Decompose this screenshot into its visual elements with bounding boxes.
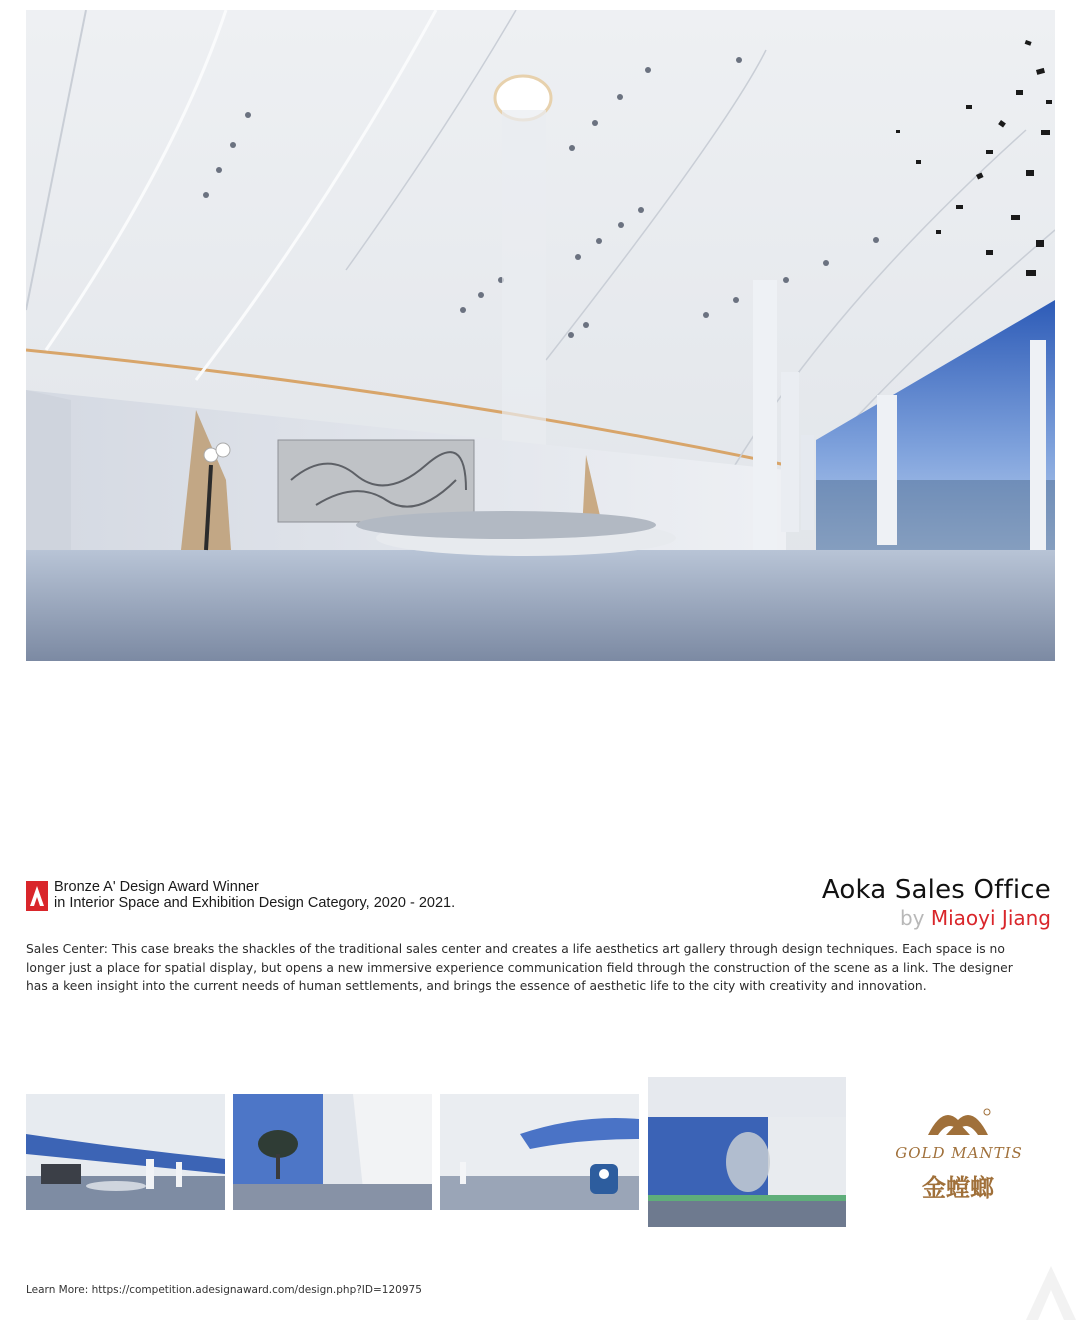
by-label: by	[899, 906, 925, 930]
thumbnail-3	[440, 1094, 639, 1210]
hero-image	[26, 10, 1055, 661]
title-block	[822, 874, 1051, 930]
byline	[822, 906, 1051, 930]
thumbnail-1	[26, 1094, 225, 1210]
learn-more-link[interactable]: Learn More: https://competition.adesignaward.com/design.php?ID=120975	[26, 1284, 422, 1296]
a-design-award-icon	[26, 881, 48, 911]
a-design-watermark-icon	[1022, 1262, 1080, 1324]
gold-mantis-logo	[888, 1100, 1028, 1210]
project-description: Sales Center: This case breaks the shackles of the traditional sales center and creates a life aesthetics art gallery through design techniques. Each space is no longer just a place for spatial display, but opens a new immersive experience communication field through the construction of the scene as a link. The designer has a keen insight into the current needs of human settlements, and brings the essence of aesthetic life to the city with creativity and innovation.	[26, 942, 1013, 994]
gold-mantis-chinese: 金螳螂	[922, 1174, 994, 1202]
thumbnail-2	[233, 1094, 432, 1210]
thumbnail-4	[648, 1077, 846, 1227]
project-title: Aoka Sales Office	[821, 875, 1051, 905]
gold-mantis-english: GOLD MANTIS	[895, 1144, 1023, 1162]
designer-name: Miaoyi Jiang	[930, 906, 1051, 930]
award-title: Bronze A' Design Award Winner	[54, 879, 259, 895]
award-category: in Interior Space and Exhibition Design Category, 2020 - 2021.	[54, 895, 456, 911]
award-block	[26, 879, 455, 911]
